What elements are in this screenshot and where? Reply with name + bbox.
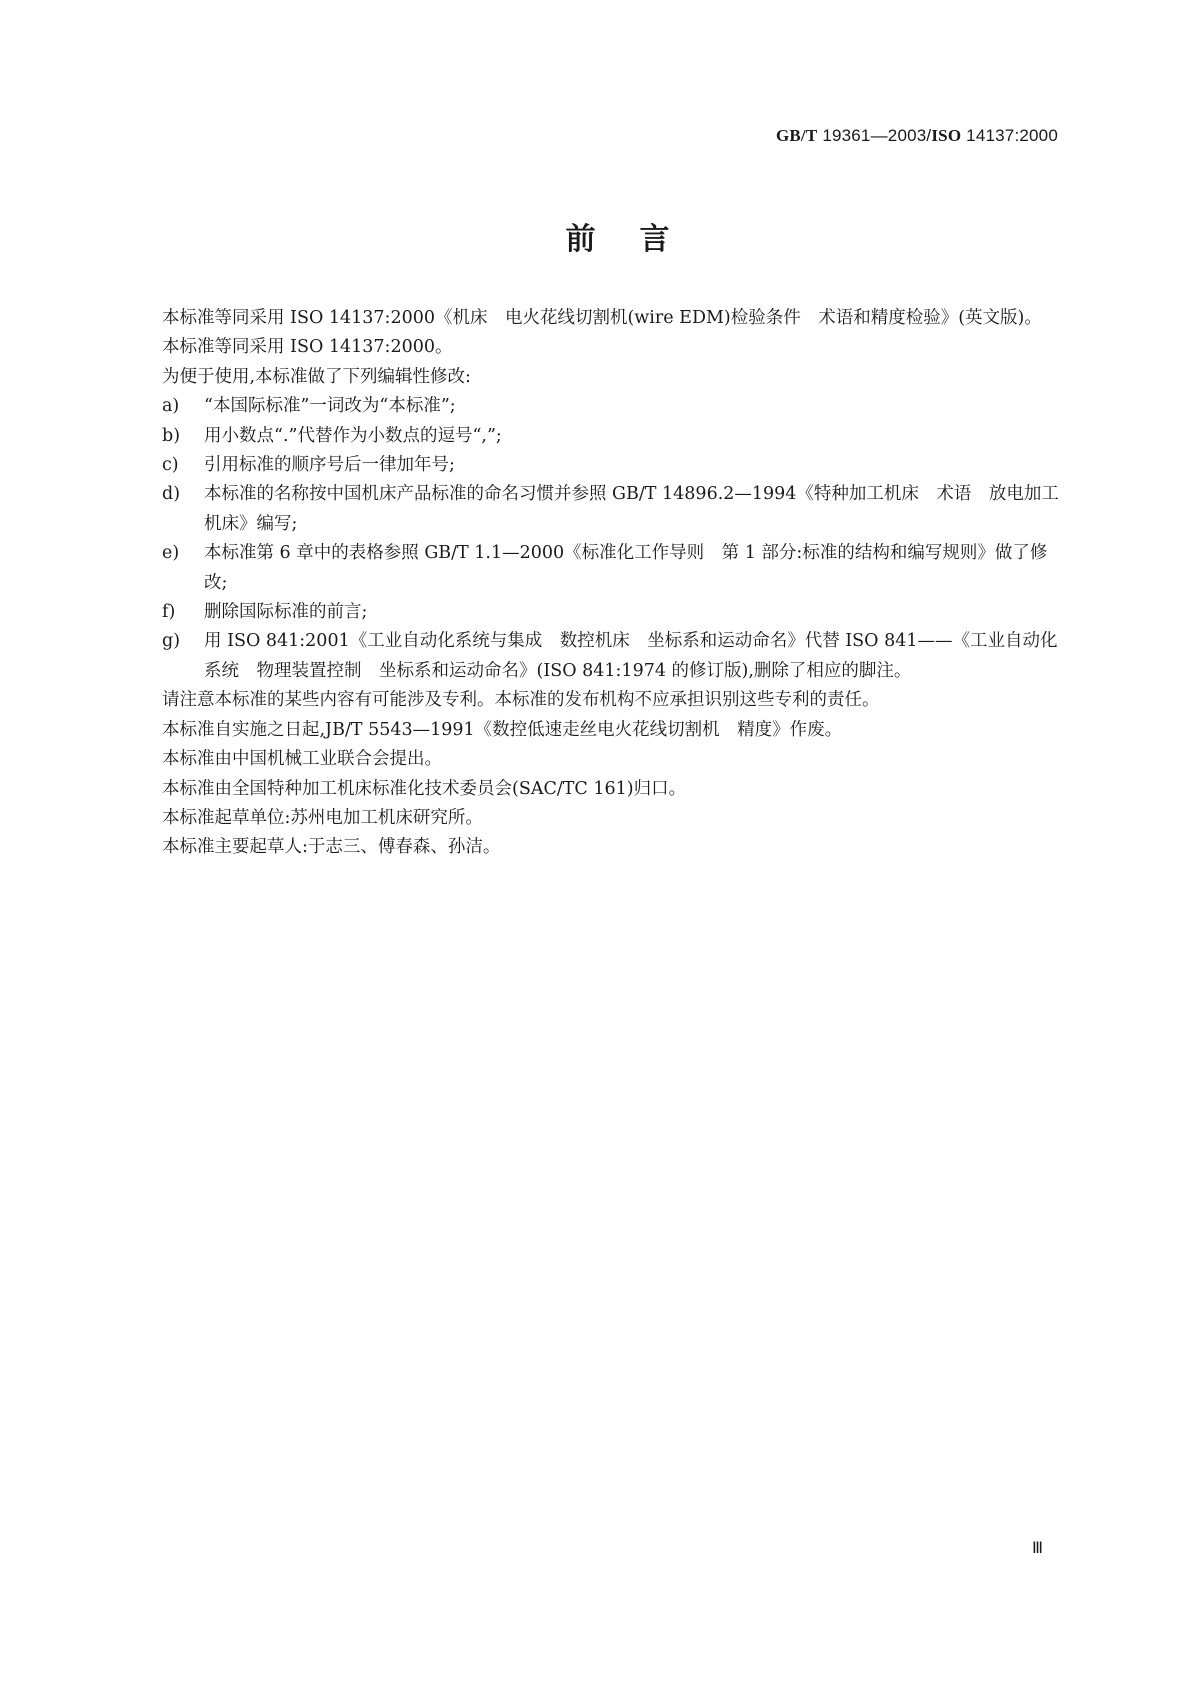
standard-number-header <box>776 126 1058 146</box>
list-item-text: 本标准第 6 章中的表格参照 GB/T 1.1—2000《标准化工作导则 第 1 部分:标准的结构和编写规则》做了修改; <box>204 543 1048 593</box>
iso-number: 14137:2000 <box>961 126 1058 145</box>
paragraph-drafters: 本标准主要起草人:于志三、傅春森、孙洁。 <box>162 837 501 858</box>
list-item-f <box>120 598 1060 627</box>
list-item-text: 本标准的名称按中国机床产品标准的命名习惯并参照 GB/T 14896.2—1994《特种加工机床 术语 放电加工机床》编写; <box>204 484 1059 534</box>
iso-prefix: ISO <box>931 126 962 145</box>
page-number: Ⅲ <box>1032 1540 1044 1557</box>
list-marker: g) <box>162 631 181 652</box>
gb-prefix: GB/T <box>775 126 818 145</box>
title-char-1: 前 <box>565 222 640 257</box>
list-marker: e) <box>162 543 180 564</box>
list-marker: f) <box>162 602 176 623</box>
list-item-text: 用 ISO 841:2001《工业自动化系统与集成 数控机床 坐标系和运动命名》代替 ISO 841——《工业自动化系统 物理装置控制 坐标系和运动命名》(ISO 841:1974 的修订版),删除了相应的脚注。 <box>204 631 1058 681</box>
list-marker: a) <box>162 396 180 417</box>
list-marker: d) <box>162 484 181 505</box>
paragraph-adoption: 本标准等同采用 ISO 14137:2000《机床 电火花线切割机(wire EDM)检验条件 术语和精度检验》(英文版)。 <box>162 308 1042 328</box>
list-marker: b) <box>162 425 181 446</box>
list-marker: c) <box>162 455 179 476</box>
paragraph-modifications-intro: 为便于使用,本标准做了下列编辑性修改: <box>162 366 471 387</box>
paragraph-identical: 本标准等同采用 ISO 14137:2000。 <box>162 337 453 358</box>
list-item-a <box>120 392 1060 421</box>
foreword-body <box>120 304 1060 863</box>
paragraph-proposed-by: 本标准由中国机械工业联合会提出。 <box>162 749 442 770</box>
list-item-b <box>120 422 1060 451</box>
paragraph-technical-committee: 本标准由全国特种加工机床标准化技术委员会(SAC/TC 161)归口。 <box>162 778 687 799</box>
list-item-text: 引用标准的顺序号后一律加年号; <box>204 455 455 476</box>
list-item-c <box>120 451 1060 480</box>
list-item-text: 用小数点“.”代替作为小数点的逗号“,”; <box>204 425 502 446</box>
paragraph-drafting-unit: 本标准起草单位:苏州电加工机床研究所。 <box>162 807 483 828</box>
paragraph-patent-notice: 请注意本标准的某些内容有可能涉及专利。本标准的发布机构不应承担识别这些专利的责任。 <box>162 690 880 711</box>
list-item-text: “本国际标准”一词改为“本标准”; <box>204 396 456 417</box>
page-title <box>0 214 1191 258</box>
list-item-d <box>120 480 1060 539</box>
list-item-text: 删除国际标准的前言; <box>204 602 368 623</box>
list-item-e <box>120 539 1060 598</box>
list-item-g <box>120 627 1060 686</box>
title-char-2: 言 <box>639 222 714 257</box>
gb-number: 19361—2003/ <box>817 126 932 145</box>
paragraph-supersedes: 本标准自实施之日起,JB/T 5543—1991《数控低速走丝电火花线切割机 精度》作废。 <box>162 719 843 740</box>
